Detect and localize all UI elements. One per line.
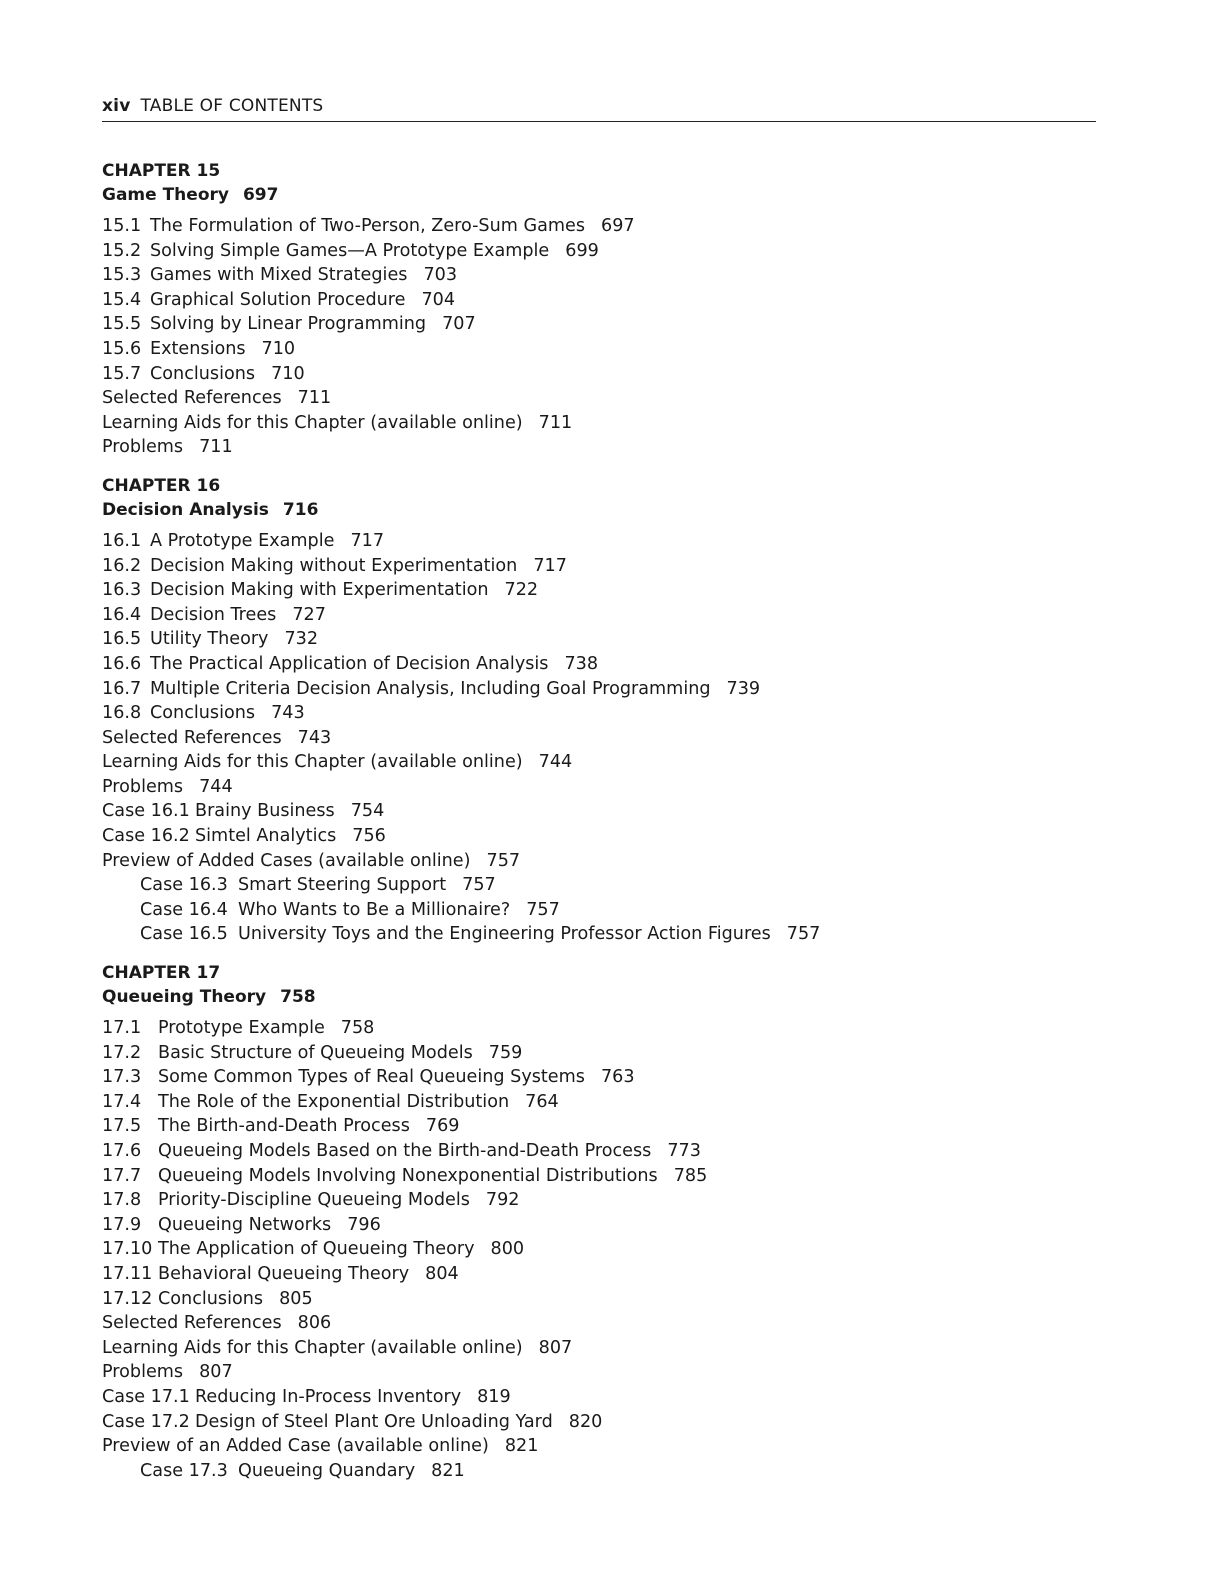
section-number: 17.11 (102, 1263, 153, 1284)
chapter-page-number: 697 (242, 185, 279, 205)
section-title: The Application of Queueing Theory (158, 1239, 475, 1260)
section-number: 17.4 (102, 1091, 142, 1112)
chapter-label: CHAPTER 17 (102, 963, 221, 984)
toc-entry[interactable] (102, 554, 1102, 579)
section-title: Solving Simple Games—A Prototype Example (150, 240, 550, 261)
entry-title: Preview of Added Cases (available online) (102, 850, 471, 871)
toc-entry[interactable] (102, 677, 1102, 702)
section-number: 17.6 (102, 1141, 142, 1161)
entry-page-number: 792 (485, 1190, 520, 1211)
section-title: Decision Trees (150, 604, 277, 625)
entry-page-number: 805 (279, 1288, 313, 1309)
section-title: Utility Theory (150, 629, 269, 650)
entry-page-number: 759 (488, 1042, 523, 1063)
toc-extra-entry[interactable] (102, 1311, 1102, 1336)
added-case-entry[interactable] (102, 922, 1102, 947)
chapter-title-line[interactable] (102, 985, 1102, 1009)
section-number: 16.2 (102, 555, 142, 576)
entry-page-number: 821 (431, 1460, 465, 1481)
section-number: 15.5 (102, 314, 142, 335)
chapter-title: Decision Analysis (102, 499, 269, 520)
toc-entry[interactable] (102, 214, 1102, 239)
section-title: Conclusions (150, 703, 256, 724)
entry-page-number: 722 (504, 580, 539, 601)
toc-entry[interactable] (102, 1237, 1102, 1262)
toc-extra-entry[interactable] (102, 1360, 1102, 1385)
toc-entry[interactable] (102, 529, 1102, 554)
chapter-label: CHAPTER 16 (102, 475, 221, 496)
case-entry[interactable] (102, 1385, 1102, 1410)
toc-extra-entry[interactable] (102, 386, 1102, 411)
section-title: Decision Making with Experimentation (150, 580, 489, 601)
chapter-page-number: 716 (282, 499, 319, 520)
toc-extra-entry[interactable] (102, 411, 1102, 436)
entry-page-number: 711 (297, 388, 332, 409)
entry-page-number: 821 (504, 1436, 539, 1457)
chapter-section (102, 159, 1102, 460)
section-number: 17.2 (102, 1042, 142, 1063)
toc-entry[interactable] (102, 1213, 1102, 1238)
case-number: Case 17.1 (102, 1386, 190, 1407)
entry-page-number: 717 (350, 530, 385, 551)
section-number: 15.2 (102, 240, 142, 261)
added-case-entry[interactable] (102, 873, 1102, 898)
case-number: Case 17.2 (102, 1411, 190, 1432)
entry-page-number: 744 (199, 776, 233, 797)
entry-page-number: 711 (538, 412, 573, 433)
entry-page-number: 800 (490, 1239, 525, 1260)
entry-page-number: 819 (477, 1386, 511, 1407)
toc-entry[interactable] (102, 337, 1102, 362)
section-title: Solving by Linear Programming (150, 314, 427, 335)
toc-entry[interactable] (102, 701, 1102, 726)
added-case-entry[interactable] (102, 1459, 1102, 1484)
section-number: 17.7 (102, 1165, 142, 1186)
entry-page-number: 744 (538, 752, 573, 773)
section-title: Graphical Solution Procedure (150, 289, 406, 310)
entry-page-number: 764 (525, 1091, 559, 1112)
toc-entry[interactable] (102, 239, 1102, 264)
section-title: Conclusions (158, 1288, 264, 1309)
section-title: Queueing Models Based on the Birth-and-Death Process (158, 1141, 652, 1161)
entry-list (102, 529, 1102, 947)
section-title: The Role of the Exponential Distribution (158, 1091, 510, 1112)
toc-entry[interactable] (102, 1114, 1102, 1139)
chapter-section (102, 474, 1102, 947)
toc-entry[interactable] (102, 1016, 1102, 1041)
section-number: 15.3 (102, 265, 142, 286)
section-number: 17.9 (102, 1214, 142, 1235)
section-number: 16.8 (102, 703, 142, 724)
section-title: Priority-Discipline Queueing Models (158, 1190, 470, 1211)
case-title: Smart Steering Support (238, 875, 447, 896)
section-title: Extensions (150, 338, 246, 359)
case-number: Case 16.4 (140, 899, 228, 920)
section-number: 17.3 (102, 1067, 142, 1088)
entry-page-number: 699 (565, 240, 599, 261)
section-number: 16.1 (102, 530, 142, 551)
section-title: The Practical Application of Decision Analysis (150, 653, 549, 674)
case-number: Case 16.1 (102, 801, 190, 822)
case-title: Reducing In-Process Inventory (195, 1386, 462, 1407)
section-number: 17.12 (102, 1288, 153, 1309)
preview-added-cases[interactable] (102, 849, 1102, 874)
preview-added-cases[interactable] (102, 1434, 1102, 1459)
entry-page-number: 757 (526, 899, 560, 920)
section-title: Behavioral Queueing Theory (158, 1263, 410, 1284)
toc-entry[interactable] (102, 1164, 1102, 1189)
entry-page-number: 732 (284, 629, 319, 650)
entry-title: Selected References (102, 1313, 282, 1334)
toc-entry[interactable] (102, 652, 1102, 677)
toc-entry[interactable] (102, 1065, 1102, 1090)
entry-page-number: 796 (347, 1214, 381, 1235)
entry-title: Problems (102, 437, 184, 458)
section-number: 16.3 (102, 580, 142, 601)
chapter-title-line[interactable] (102, 498, 1102, 522)
toc-extra-entry[interactable] (102, 775, 1102, 800)
chapter-title: Queueing Theory (102, 987, 267, 1008)
entry-page-number: 738 (564, 653, 599, 674)
entry-page-number: 754 (350, 801, 385, 822)
section-title: Prototype Example (158, 1018, 325, 1039)
section-title: The Birth-and-Death Process (158, 1116, 410, 1137)
entry-title: Learning Aids for this Chapter (available online) (102, 752, 523, 773)
entry-page-number: 773 (667, 1141, 701, 1161)
toc-extra-entry[interactable] (102, 435, 1102, 460)
toc-entry[interactable] (102, 1090, 1102, 1115)
case-number: Case 16.2 (102, 826, 190, 847)
entry-page-number: 704 (421, 289, 456, 310)
section-title: The Formulation of Two-Person, Zero-Sum Games (150, 216, 586, 236)
section-number: 17.8 (102, 1190, 142, 1211)
entry-page-number: 710 (271, 363, 305, 384)
case-entry[interactable] (102, 1410, 1102, 1435)
case-title: Design of Steel Plant Ore Unloading Yard (195, 1411, 553, 1432)
toc-extra-entry[interactable] (102, 1336, 1102, 1361)
toc-entry[interactable] (102, 1262, 1102, 1287)
entry-page-number: 727 (292, 604, 326, 625)
entry-page-number: 807 (538, 1337, 573, 1358)
entry-title: Selected References (102, 727, 282, 748)
entry-page-number: 763 (600, 1067, 635, 1088)
section-number: 16.4 (102, 604, 142, 625)
entry-list (102, 214, 1102, 460)
chapter-title: Game Theory (102, 185, 229, 205)
entry-page-number: 820 (568, 1411, 603, 1432)
entry-page-number: 769 (425, 1116, 460, 1137)
case-number: Case 17.3 (140, 1460, 228, 1481)
toc-entry[interactable] (102, 578, 1102, 603)
entry-title: Learning Aids for this Chapter (available online) (102, 412, 523, 433)
added-case-entry[interactable] (102, 898, 1102, 923)
section-title: Queueing Networks (158, 1214, 332, 1235)
section-number: 16.7 (102, 678, 142, 699)
toc-entry[interactable] (102, 627, 1102, 652)
section-number: 15.4 (102, 289, 142, 310)
entry-page-number: 717 (533, 555, 567, 576)
toc-entry[interactable] (102, 1041, 1102, 1066)
chapter-page-number: 758 (280, 987, 316, 1008)
entry-list (102, 1016, 1102, 1483)
entry-page-number: 806 (297, 1313, 332, 1334)
entry-title: Problems (102, 776, 184, 797)
toc-entry[interactable] (102, 288, 1102, 313)
entry-title: Problems (102, 1362, 184, 1383)
case-title: Queueing Quandary (238, 1460, 416, 1481)
section-title: Games with Mixed Strategies (150, 265, 408, 286)
toc-extra-entry[interactable] (102, 750, 1102, 775)
entry-page-number: 757 (486, 850, 521, 871)
entry-page-number: 757 (462, 875, 496, 896)
toc-entry[interactable] (102, 1139, 1102, 1164)
toc-entry[interactable] (102, 603, 1102, 628)
section-number: 17.10 (102, 1239, 153, 1260)
running-header (102, 96, 1096, 122)
case-title: Simtel Analytics (195, 826, 337, 847)
section-number: 17.1 (102, 1018, 142, 1039)
toc-entry[interactable] (102, 312, 1102, 337)
section-title: A Prototype Example (150, 530, 335, 551)
section-title: Multiple Criteria Decision Analysis, Including Goal Programming (150, 678, 711, 699)
entry-page-number: 785 (673, 1165, 708, 1186)
case-title: University Toys and the Engineering Professor Action Figures (238, 924, 771, 945)
entry-page-number: 739 (726, 678, 761, 699)
section-number: 15.7 (102, 363, 142, 384)
toc-extra-entry[interactable] (102, 726, 1102, 751)
section-number: 15.1 (102, 216, 142, 236)
toc-entry[interactable] (102, 1188, 1102, 1213)
page-number: xiv (102, 96, 131, 116)
case-title: Who Wants to Be a Millionaire? (238, 899, 511, 920)
entry-page-number: 756 (352, 826, 386, 847)
chapter-label: CHAPTER 15 (102, 161, 221, 181)
table-of-contents (102, 159, 1102, 1497)
entry-page-number: 711 (199, 437, 233, 458)
entry-title: Learning Aids for this Chapter (available online) (102, 1337, 523, 1358)
entry-page-number: 804 (425, 1263, 459, 1284)
toc-entry[interactable] (102, 362, 1102, 387)
section-title: Decision Making without Experimentation (150, 555, 518, 576)
section-title: Queueing Models Involving Nonexponential Distributions (158, 1165, 658, 1186)
entry-page-number: 697 (601, 216, 635, 236)
section-title: Conclusions (150, 363, 256, 384)
entry-page-number: 710 (261, 338, 296, 359)
case-title: Brainy Business (195, 801, 335, 822)
entry-page-number: 807 (199, 1362, 233, 1383)
case-number: Case 16.3 (140, 875, 228, 896)
section-title: Some Common Types of Real Queueing Systems (158, 1067, 585, 1088)
entry-page-number: 707 (442, 314, 476, 335)
section-number: 17.5 (102, 1116, 142, 1137)
case-number: Case 16.5 (140, 924, 228, 945)
entry-page-number: 703 (423, 265, 458, 286)
entry-page-number: 757 (786, 924, 821, 945)
entry-page-number: 758 (340, 1018, 375, 1039)
entry-title: Selected References (102, 388, 282, 409)
toc-entry[interactable] (102, 263, 1102, 288)
entry-title: Preview of an Added Case (available online) (102, 1436, 489, 1457)
running-title: TABLE OF CONTENTS (140, 96, 324, 116)
entry-page-number: 743 (271, 703, 305, 724)
case-entry[interactable] (102, 799, 1102, 824)
section-number: 15.6 (102, 338, 142, 359)
chapter-title-line[interactable] (102, 183, 1102, 207)
section-title: Basic Structure of Queueing Models (158, 1042, 473, 1063)
case-entry[interactable] (102, 824, 1102, 849)
section-number: 16.6 (102, 653, 142, 674)
section-number: 16.5 (102, 629, 142, 650)
toc-entry[interactable] (102, 1287, 1102, 1312)
entry-page-number: 743 (297, 727, 332, 748)
chapter-section (102, 961, 1102, 1483)
